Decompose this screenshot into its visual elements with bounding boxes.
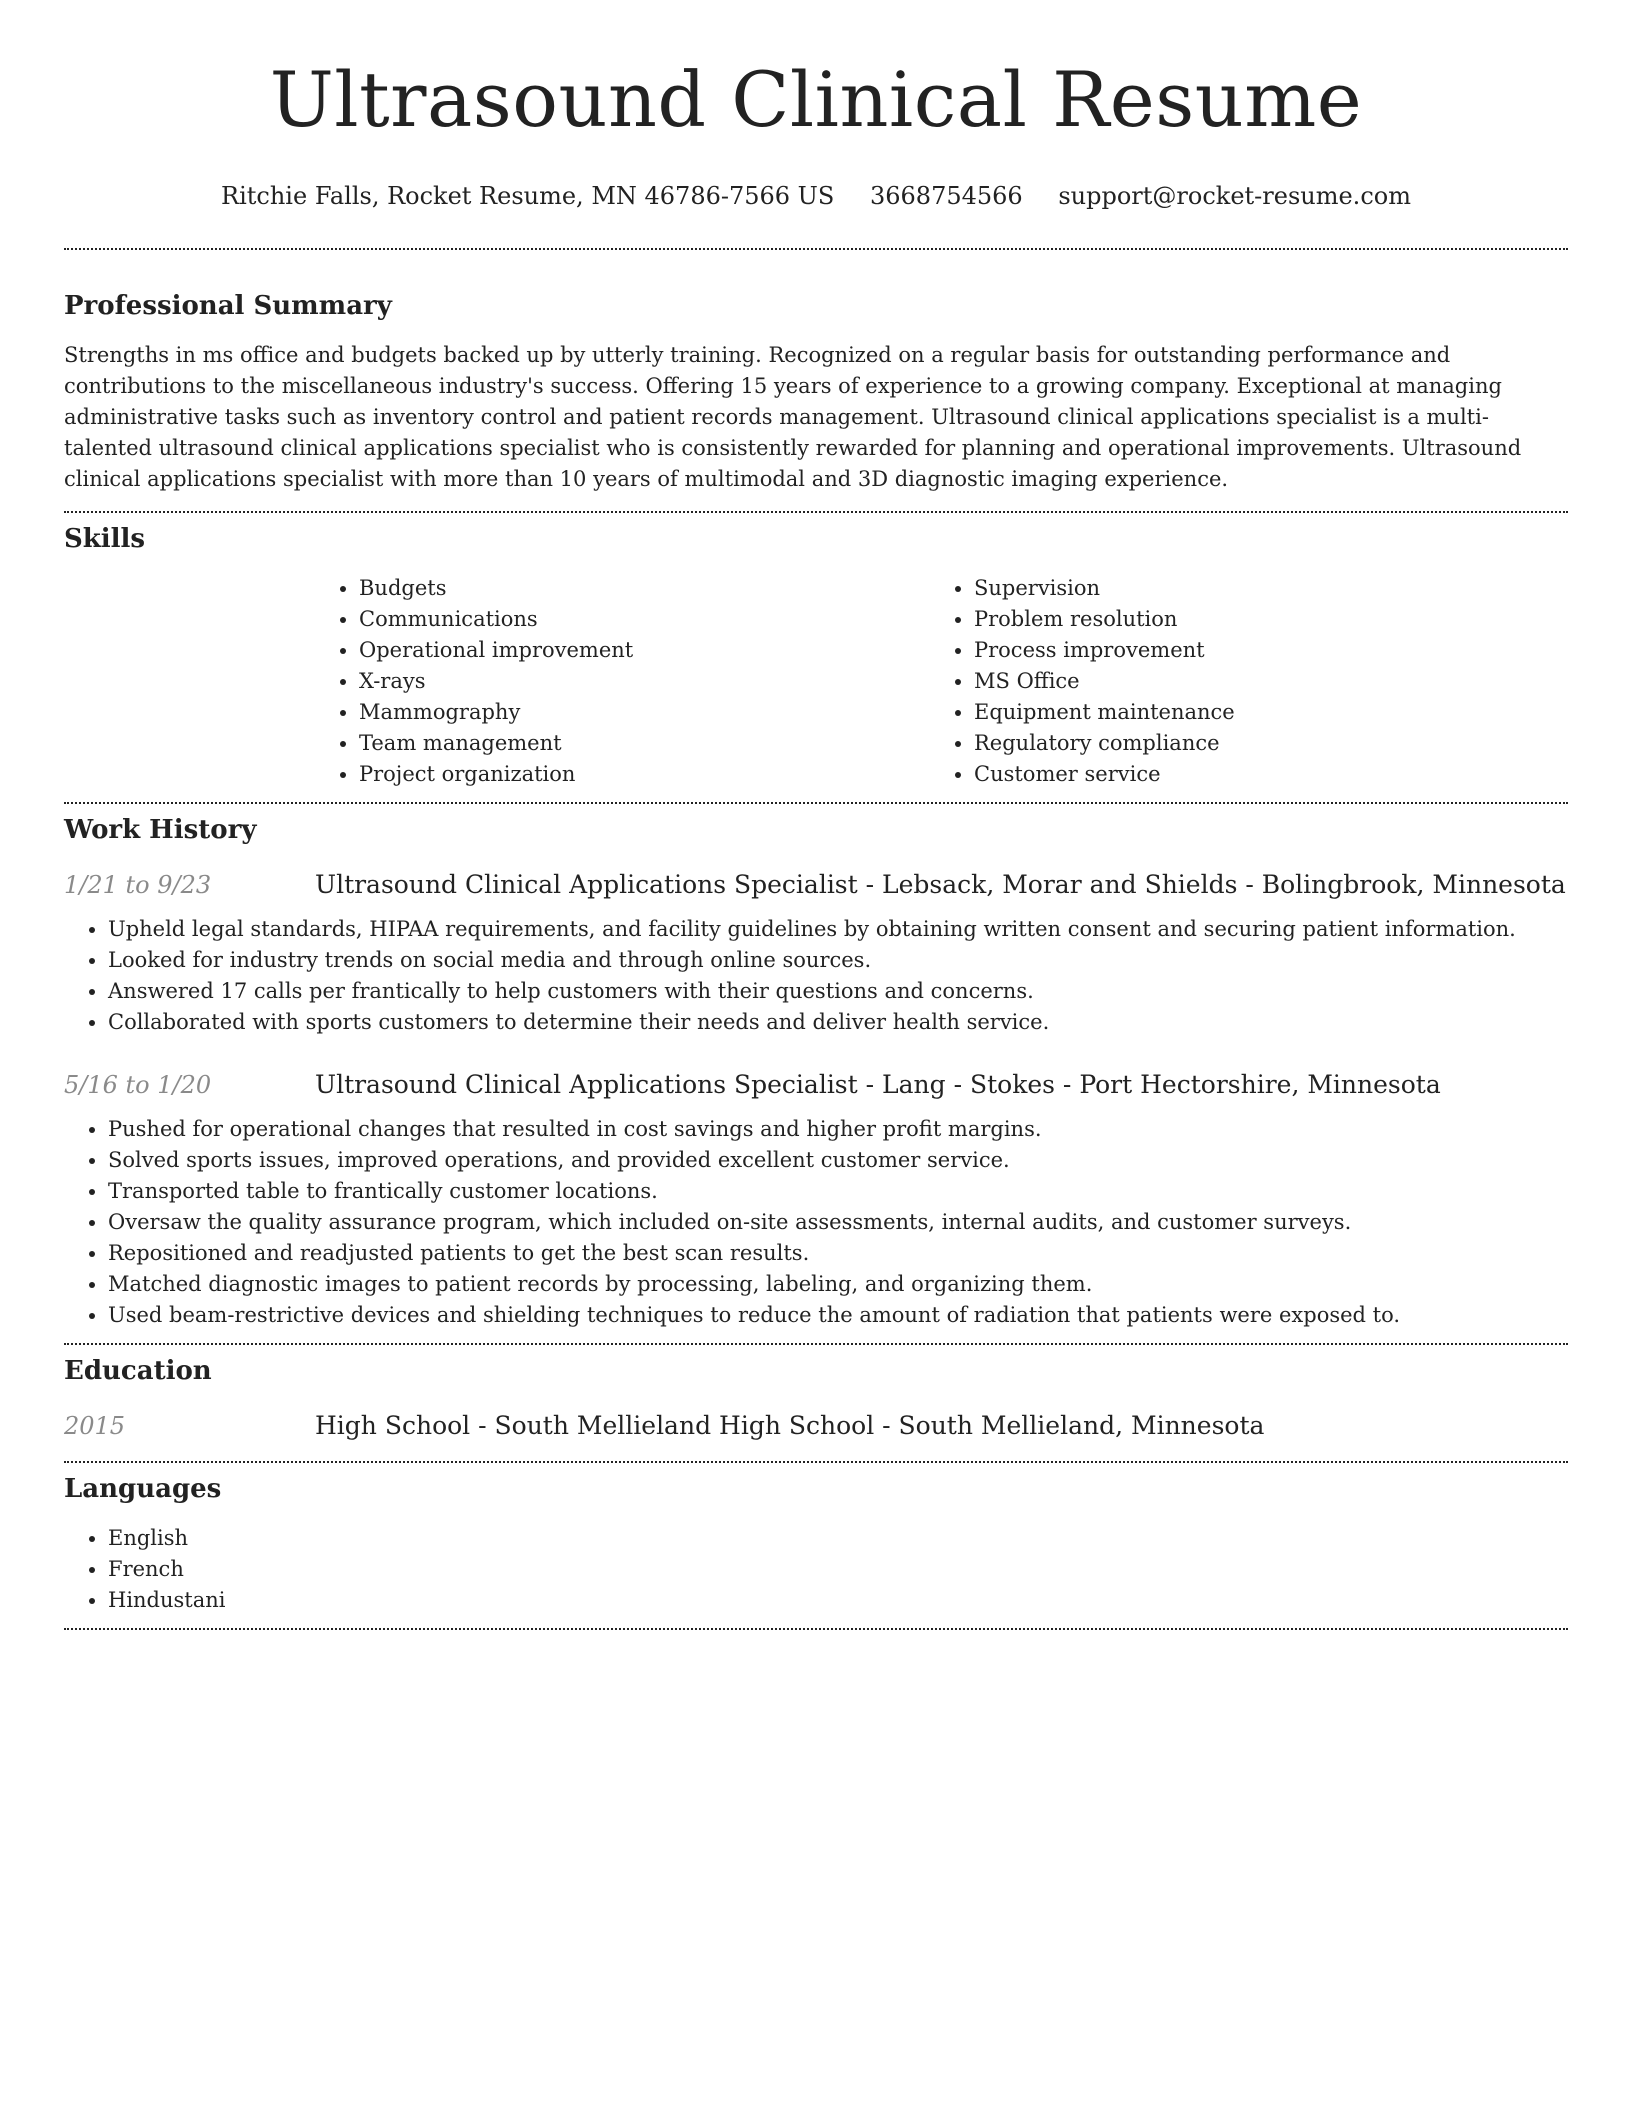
skill-item: • Supervision <box>974 573 1545 604</box>
education-entry <box>64 1409 1568 1443</box>
contact-address: Ritchie Falls, Rocket Resume, MN 46786-7566 US <box>221 182 835 210</box>
job-title: Ultrasound Clinical Applications Specialist - Lebsack, Morar and Shields - Bolingbrook, Minnesota <box>315 870 1566 899</box>
skills-heading: Skills <box>64 524 146 554</box>
job-bullet: • Collaborated with sports customers to determine their needs and deliver health service. <box>108 1007 1568 1038</box>
skill-item: • X-rays <box>359 666 930 697</box>
job-dates: 1/21 to 9/23 <box>64 871 212 899</box>
job-bullet: • Oversaw the quality assurance program, which included on-site assessments, internal audits, and customer surveys. <box>108 1207 1568 1238</box>
languages-heading: Languages <box>64 1474 222 1504</box>
skill-item: • MS Office <box>974 666 1545 697</box>
skill-item: • Process improvement <box>974 635 1545 666</box>
contact-phone: 3668754566 <box>870 182 1023 210</box>
job-dates: 5/16 to 1/20 <box>64 1071 212 1099</box>
divider <box>64 1343 1568 1345</box>
divider <box>64 511 1568 513</box>
skills-list-right <box>930 573 1545 790</box>
job-bullet: • Pushed for operational changes that resulted in cost savings and higher profit margins. <box>108 1114 1568 1145</box>
skills-column-left <box>315 573 930 790</box>
skill-item: • Mammography <box>359 697 930 728</box>
job-entry <box>64 868 1568 1038</box>
divider <box>64 248 1568 250</box>
languages-section <box>64 1471 1568 1616</box>
divider <box>64 1461 1568 1463</box>
skill-item: • Problem resolution <box>974 604 1545 635</box>
summary-heading: Professional Summary <box>64 291 392 321</box>
skills-grid <box>315 573 1568 790</box>
contact-email: support@rocket-resume.com <box>1058 182 1411 210</box>
skill-item: • Team management <box>359 728 930 759</box>
summary-text: Strengths in ms office and budgets backed up by utterly training. Recognized on a regular basis for outstanding performance and contributions to the miscellaneous industry's success. Offering 15 years of experience to a growing company. Exceptional at managing administrative tasks such as inventory control and patient records management. Ultrasound clinical applications specialist is a multi-talented ultrasound clinical applications specialist who is consistently rewarded for planning and operational improvements. Ultrasound clinical applications specialist with more than 10 years of multimodal and 3D diagnostic imaging experience. <box>64 343 1522 491</box>
work-heading: Work History <box>64 815 257 845</box>
language-item: • Hindustani <box>108 1585 1568 1616</box>
resume-title: Ultrasound Clinical Resume <box>269 55 1363 144</box>
language-item: • French <box>108 1554 1568 1585</box>
skill-item: • Communications <box>359 604 930 635</box>
job-bullet: • Matched diagnostic images to patient records by processing, labeling, and organizing them. <box>108 1269 1568 1300</box>
skill-item: • Regulatory compliance <box>974 728 1545 759</box>
job-bullet: • Used beam-restrictive devices and shielding techniques to reduce the amount of radiation that patients were exposed to. <box>108 1300 1568 1331</box>
job-bullet: • Transported table to frantically customer locations. <box>108 1176 1568 1207</box>
job-header <box>64 1068 1568 1102</box>
divider <box>64 802 1568 804</box>
job-bullet: • Looked for industry trends on social media and through online sources. <box>108 945 1568 976</box>
summary-section <box>64 288 1568 495</box>
contact-line <box>64 178 1568 214</box>
skill-item: • Equipment maintenance <box>974 697 1545 728</box>
education-section <box>64 1353 1568 1443</box>
skill-item: • Operational improvement <box>359 635 930 666</box>
education-heading: Education <box>64 1356 212 1386</box>
skills-list-left <box>315 573 930 790</box>
job-bullet: • Repositioned and readjusted patients to get the best scan results. <box>108 1238 1568 1269</box>
education-detail: High School - South Mellieland High School - South Mellieland, Minnesota <box>315 1411 1265 1440</box>
job-bullets <box>64 914 1568 1038</box>
skill-item: • Customer service <box>974 759 1545 790</box>
education-year: 2015 <box>64 1412 126 1440</box>
job-header <box>64 868 1568 902</box>
job-title: Ultrasound Clinical Applications Specialist - Lang - Stokes - Port Hectorshire, Minnesota <box>315 1070 1441 1099</box>
job-bullets <box>64 1114 1568 1331</box>
skill-item: • Project organization <box>359 759 930 790</box>
job-bullet: • Answered 17 calls per frantically to help customers with their questions and concerns. <box>108 976 1568 1007</box>
skills-column-right <box>930 573 1545 790</box>
job-entry <box>64 1068 1568 1331</box>
divider <box>64 1628 1568 1630</box>
work-section <box>64 812 1568 1331</box>
language-item: • English <box>108 1523 1568 1554</box>
languages-list <box>64 1523 1568 1616</box>
job-bullet: • Solved sports issues, improved operations, and provided excellent customer service. <box>108 1145 1568 1176</box>
skills-section <box>64 521 1568 790</box>
job-bullet: • Upheld legal standards, HIPAA requirements, and facility guidelines by obtaining written consent and securing patient information. <box>108 914 1568 945</box>
skill-item: • Budgets <box>359 573 930 604</box>
